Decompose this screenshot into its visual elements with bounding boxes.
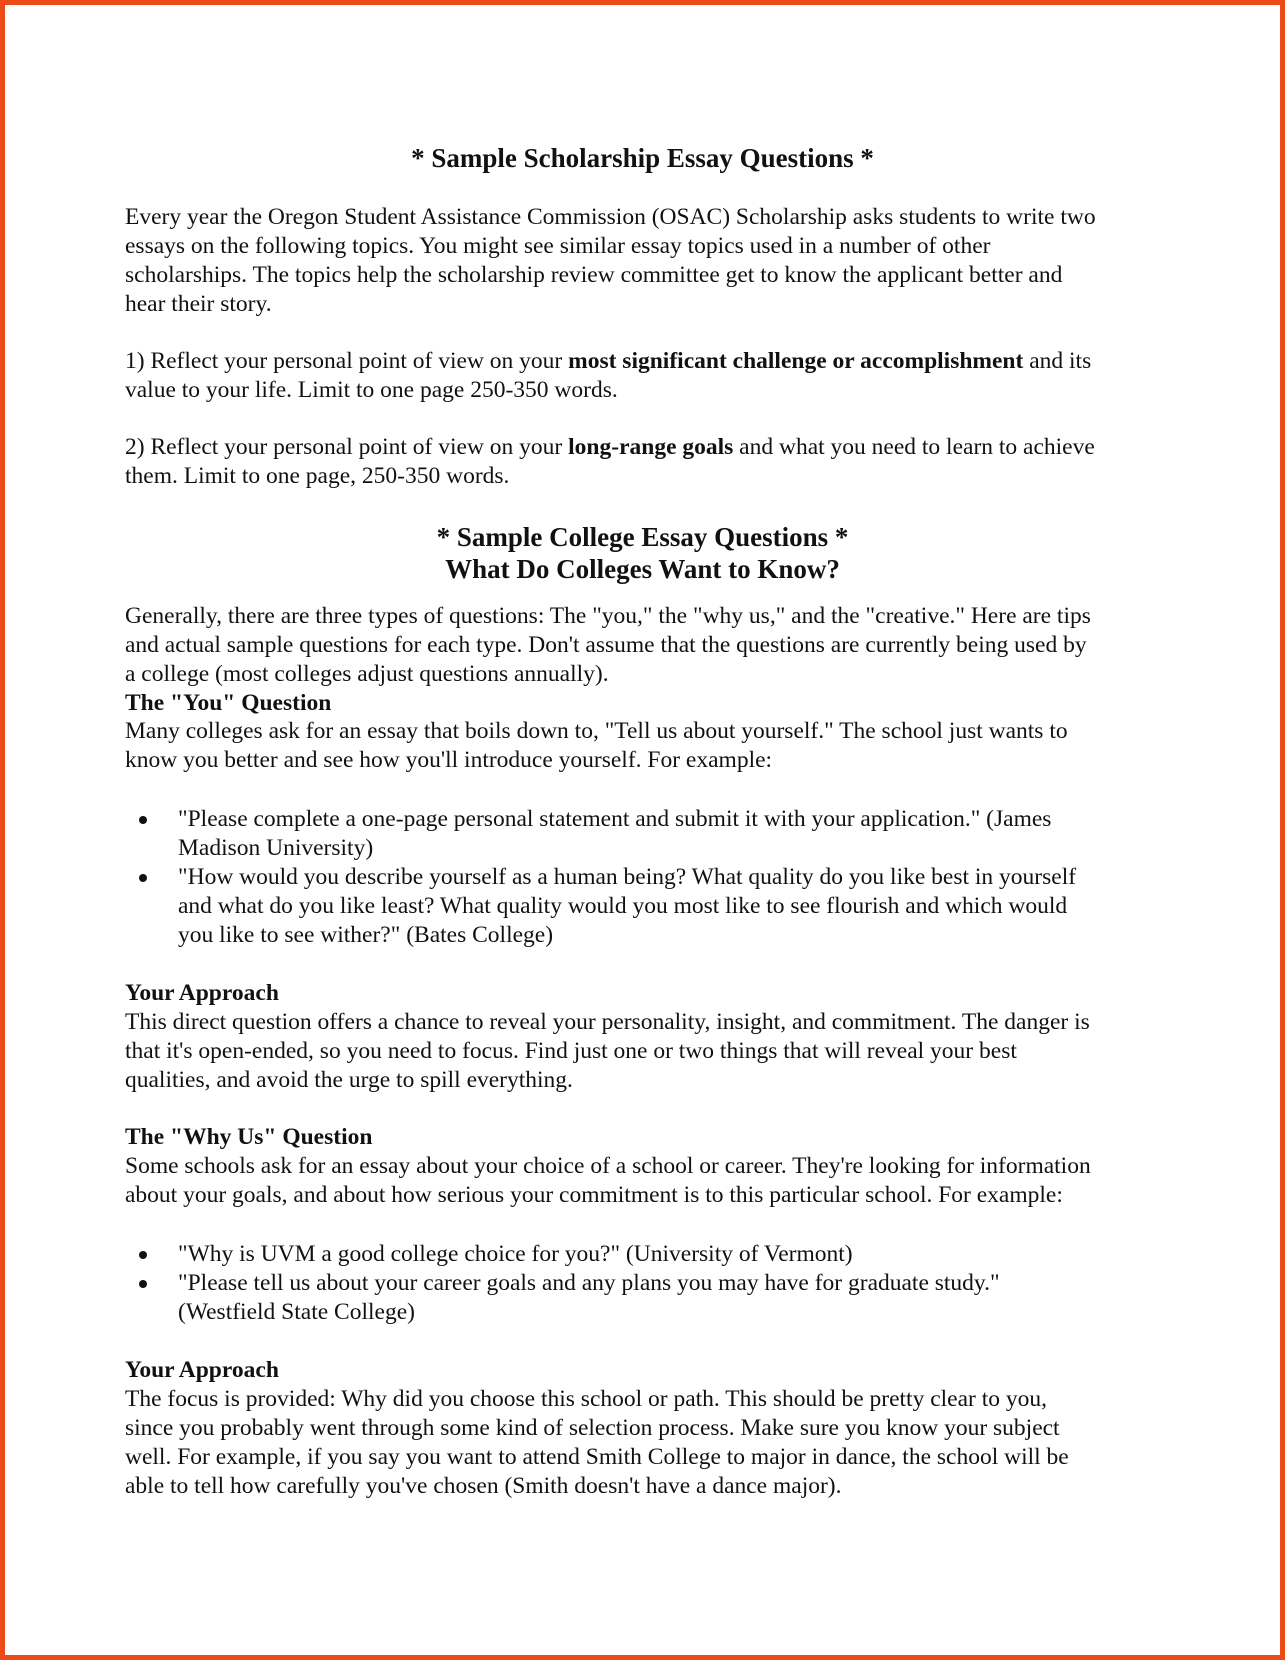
college-intro-paragraph [125,602,1175,689]
text-line: them. Limit to one page, 250-350 words. [125,463,510,489]
text-line: Many colleges ask for an essay that boils down to, "Tell us about yourself." The school just wants to [125,718,1068,744]
list-item-text [178,1240,853,1269]
text-line: essays on the following topics. You might see similar essay topics used in a number of other [125,233,991,259]
text-line: (Westfield State College) [178,1299,415,1325]
you-approach-paragraph [125,1008,1175,1095]
text-line: Generally, there are three types of questions: The "you," the "why us," and the "creative." Here are tips [125,603,1091,629]
text-line: about your goals, and about how serious your commitment is to this particular school. For example: [125,1182,1063,1208]
text-line: and actual sample questions for each type. Don't assume that the questions are currently being used by [125,632,1087,658]
text-line: "Please tell us about your career goals and any plans you may have for graduate study." [178,1270,1000,1296]
text-line: "Please complete a one-page personal statement and submit it with your application." (James [178,806,1052,832]
text-line: qualities, and avoid the urge to spill everything. [125,1067,573,1093]
why-us-question-paragraph [125,1152,1175,1210]
scholarship-section-title: * Sample Scholarship Essay Questions * [411,143,874,173]
text-line: know you better and see how you'll introduce yourself. For example: [125,747,773,773]
text-line: well. For example, if you say you want to attend Smith College to major in dance, the school will be [125,1444,1069,1470]
text-line: that it's open-ended, so you need to focus. Find just one or two things that will reveal your best [125,1038,1017,1064]
text-line: Every year the Oregon Student Assistance Commission (OSAC) Scholarship asks students to write two [125,204,1096,230]
text-line: able to tell how carefully you've chosen (Smith doesn't have a dance major). [125,1473,842,1499]
college-section-title: * Sample College Essay Questions * [436,522,849,552]
list-item-text [178,805,1051,863]
why-us-approach-paragraph [125,1385,1175,1501]
why-us-approach-heading: Your Approach [125,1357,279,1383]
text-line: since you probably went through some kind of selection process. Make sure you know your subject [125,1415,1060,1441]
bullet-icon [139,816,147,824]
text-line [125,433,1175,462]
scholarship-intro-paragraph [125,203,1175,319]
you-question-paragraph [125,717,1175,775]
text-line: Some schools ask for an essay about your choice of a school or career. They're looking for information [125,1153,1091,1179]
topic-text: 2) Reflect your personal point of view on your [125,434,569,460]
topic-text: and its [1023,348,1092,374]
text-line: hear their story. [125,291,272,317]
list-item-text [178,863,1076,950]
text-line [125,347,1175,376]
bullet-icon [139,874,147,882]
text-line: you like to see wither?" (Bates College) [178,922,554,948]
text-line: "Why is UVM a good college choice for you?" (University of Vermont) [178,1241,853,1267]
text-line: This direct question offers a chance to reveal your personality, insight, and commitment. The danger is [125,1009,1090,1035]
essay-topic-1 [125,347,1175,405]
topic-emphasis: long-range goals [568,434,734,460]
topic-text: and what you need to learn to achieve [733,434,1095,460]
bullet-icon [139,1280,147,1288]
text-line: The focus is provided: Why did you choose this school or path. This should be pretty clear to you, [125,1386,1048,1412]
bullet-icon [139,1251,147,1259]
essay-topic-2 [125,433,1175,491]
text-line: a college (most colleges adjust questions annually). [125,661,609,687]
topic-emphasis: most significant challenge or accomplishment [568,348,1024,374]
text-line: scholarships. The topics help the scholarship review committee get to know the applicant better and [125,262,1063,288]
text-line: "How would you describe yourself as a human being? What quality do you like best in yourself [178,864,1077,890]
college-section-subtitle: What Do Colleges Want to Know? [445,554,840,584]
you-approach-heading: Your Approach [125,980,279,1006]
text-line: value to your life. Limit to one page 250-350 words. [125,377,618,403]
why-us-question-heading: The "Why Us" Question [125,1124,373,1150]
list-item-text [178,1269,1000,1327]
text-line: Madison University) [178,835,374,861]
you-question-heading: The "You" Question [125,690,332,716]
topic-text: 1) Reflect your personal point of view on your [125,348,569,374]
text-line: and what do you like least? What quality would you most like to see flourish and which would [178,893,1068,919]
